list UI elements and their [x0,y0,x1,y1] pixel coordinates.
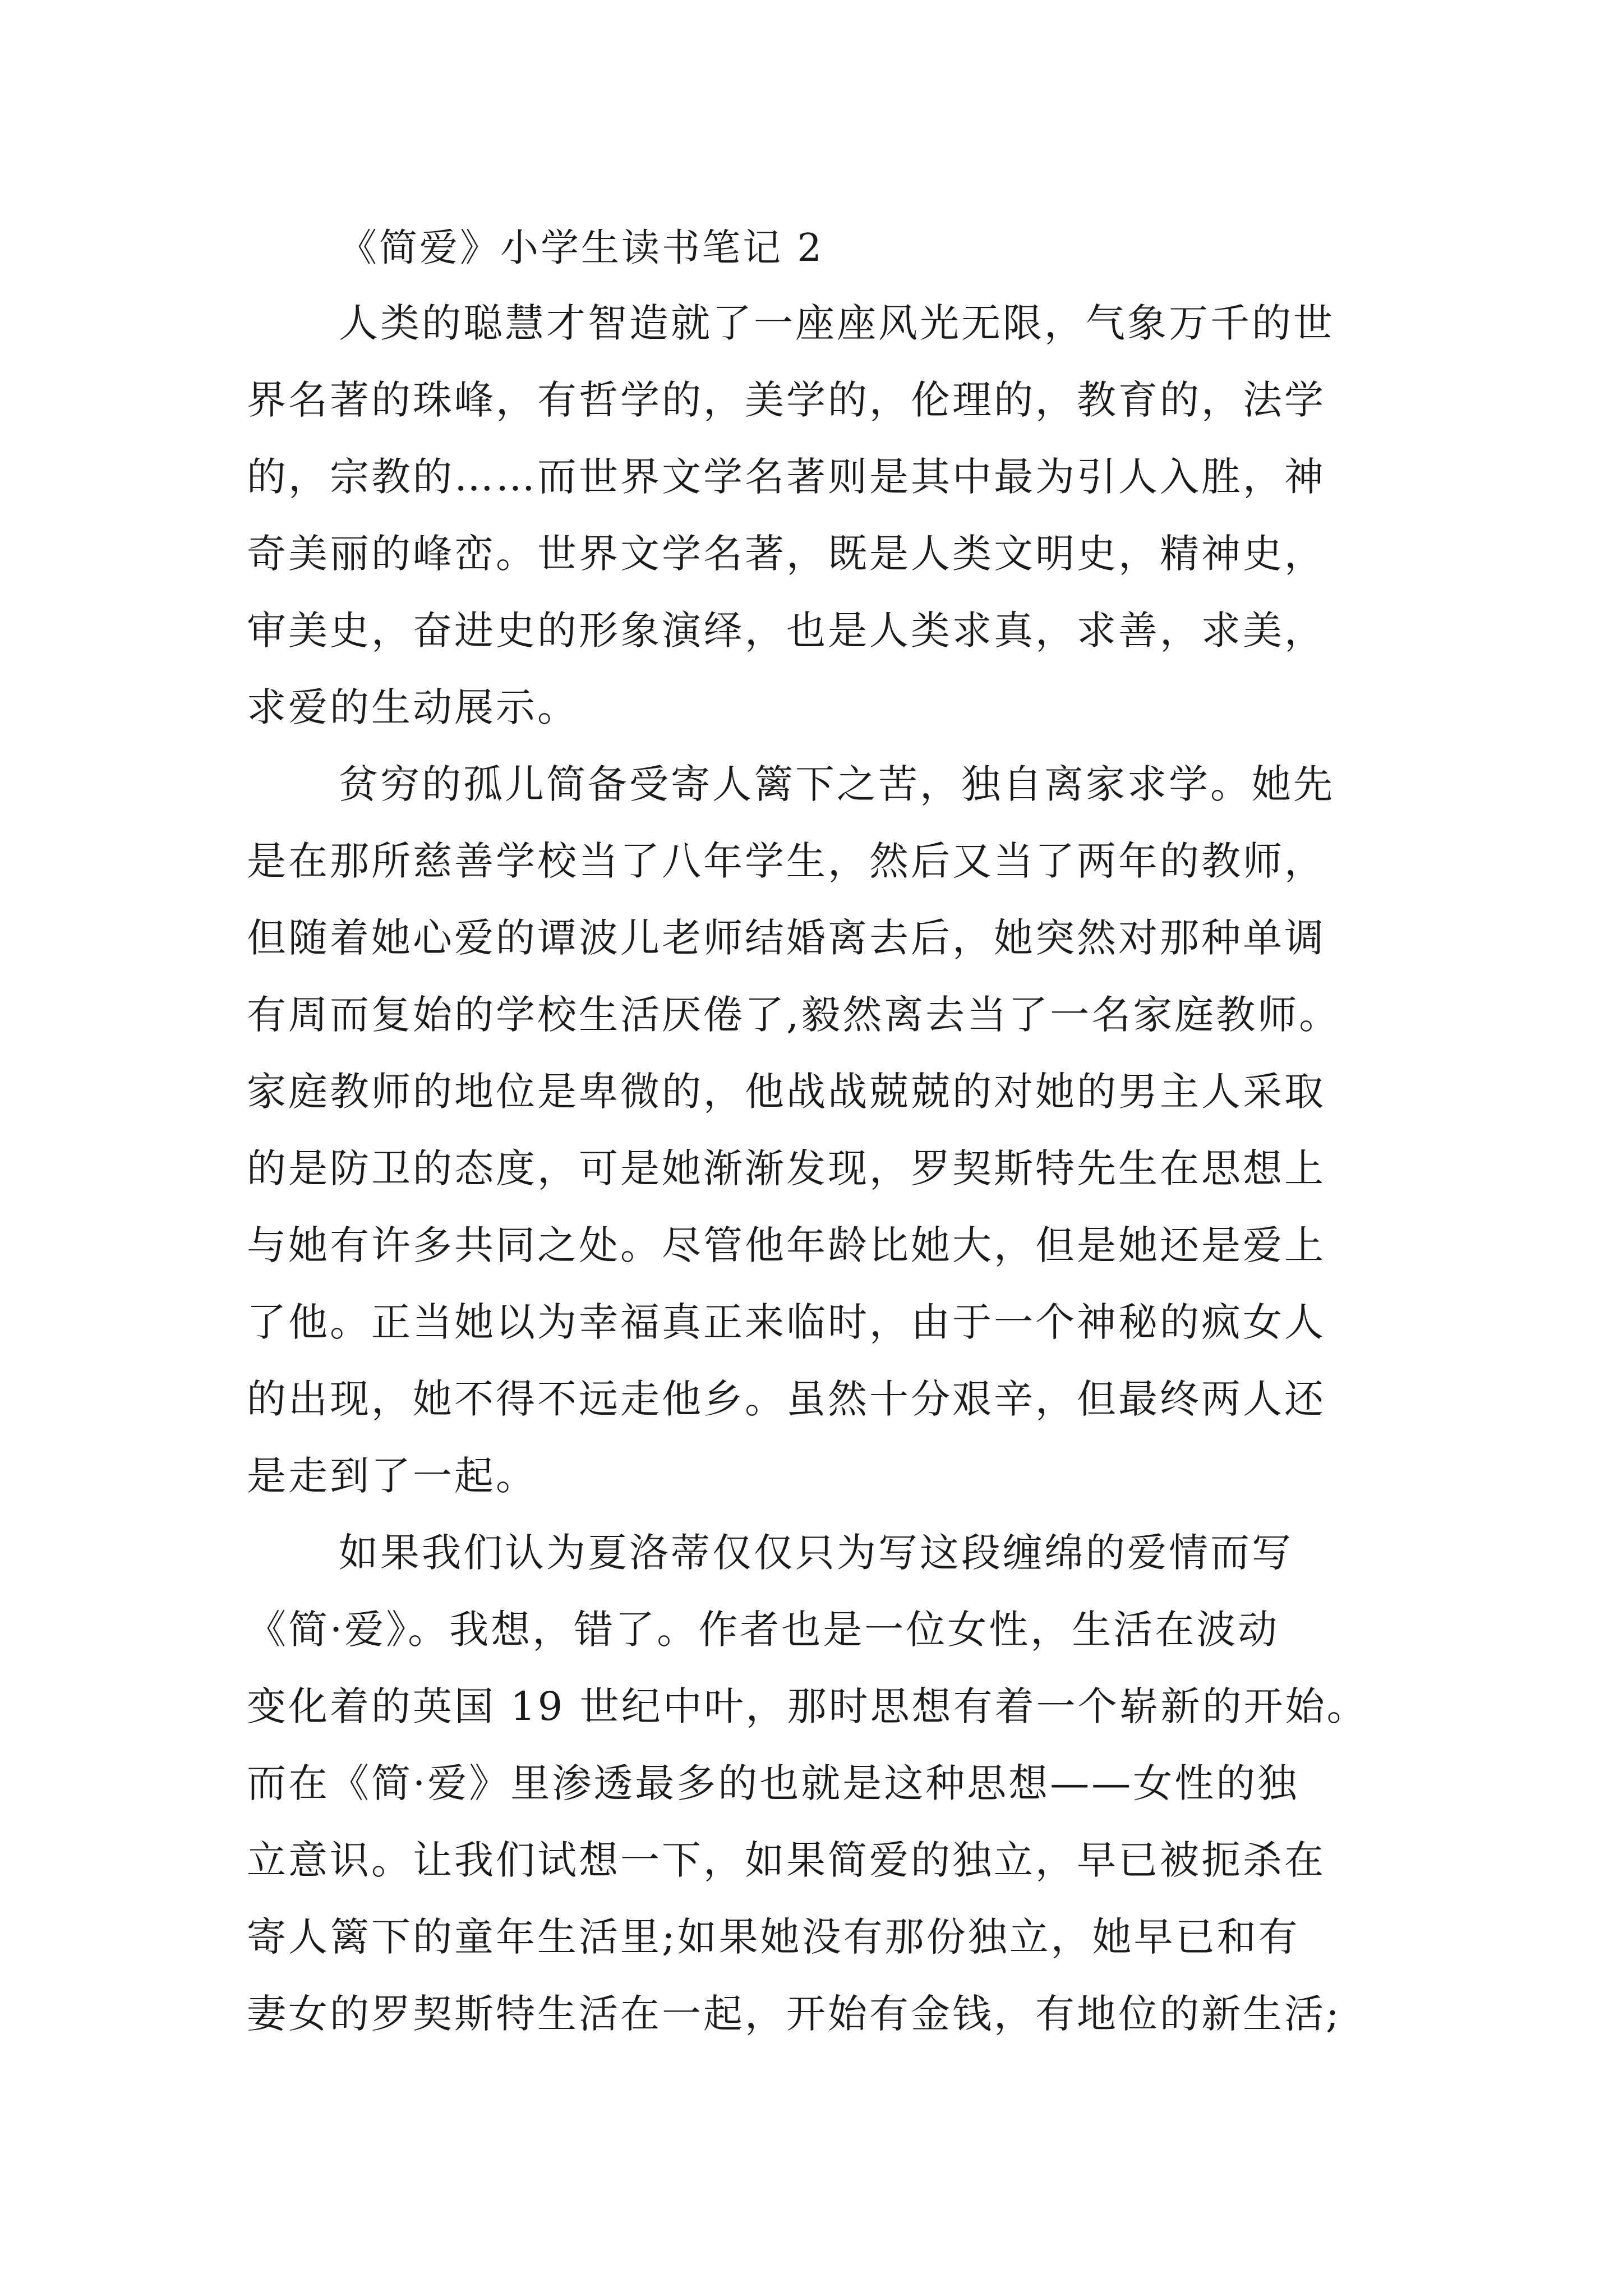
paragraph-line: 家庭教师的地位是卑微的，他战战兢兢的对她的男主人采取 [247,1069,1326,1115]
paragraph-line: 的是防卫的态度，可是她渐渐发现，罗契斯特先生在思想上 [247,1145,1326,1191]
paragraph-line: 立意识。让我们试想一下，如果简爱的独立，早已被扼杀在 [247,1837,1326,1883]
paragraph-line: 审美史，奋进史的形象演绎，也是人类求真，求善，求美， [247,608,1326,654]
paragraph-line: 是走到了一起。 [247,1453,537,1499]
document-title: 《简爱》小学生读书笔记 2 [339,226,824,270]
paragraph-line: 人类的聪慧才智造就了一座座风光无限，气象万千的世 [339,300,1335,346]
paragraph-line: 界名著的珠峰，有哲学的，美学的，伦理的，教育的，法学 [247,377,1326,423]
paragraph-line: 但随着她心爱的谭波儿老师结婚离去后，她突然对那种单调 [247,915,1326,961]
paragraph-line: 寄人篱下的童年生活里;如果她没有那份独立，她早已和有 [247,1914,1300,1960]
paragraph-line: 如果我们认为夏洛蒂仅仅只为写这段缠绵的爱情而写 [339,1530,1293,1576]
paragraph-line: 《简·爱》。我想，错了。作者也是一位女性，生活在波动 [247,1607,1280,1653]
paragraph-line: 了他。正当她以为幸福真正来临时，由于一个神秘的疯女人 [247,1299,1326,1345]
paragraph-line: 贫穷的孤儿简备受寄人篱下之苦，独自离家求学。她先 [339,761,1335,807]
paragraph-line: 奇美丽的峰峦。世界文学名著，既是人类文明史，精神史， [247,531,1326,577]
paragraph-line: 是在那所慈善学校当了八年学生，然后又当了两年的教师， [247,838,1326,884]
paragraph-line: 与她有许多共同之处。尽管他年龄比她大，但是她还是爱上 [247,1222,1326,1268]
paragraph-line: 有周而复始的学校生活厌倦了,毅然离去当了一名家庭教师。 [247,992,1341,1038]
paragraph-line: 求爱的生动展示。 [247,684,579,730]
paragraph-line: 而在《简·爱》里渗透最多的也就是这种思想——女性的独 [247,1760,1299,1806]
paragraph-line: 的出现，她不得不远走他乡。虽然十分艰辛，但最终两人还 [247,1376,1326,1422]
paragraph-line: 的，宗教的……而世界文学名著则是其中最为引人入胜，神 [247,454,1326,500]
paragraph-line: 变化着的英国 19 世纪中叶，那时思想有着一个崭新的开始。 [247,1683,1368,1729]
paragraph-line: 妻女的罗契斯特生活在一起，开始有金钱，有地位的新生活; [247,1991,1341,2037]
